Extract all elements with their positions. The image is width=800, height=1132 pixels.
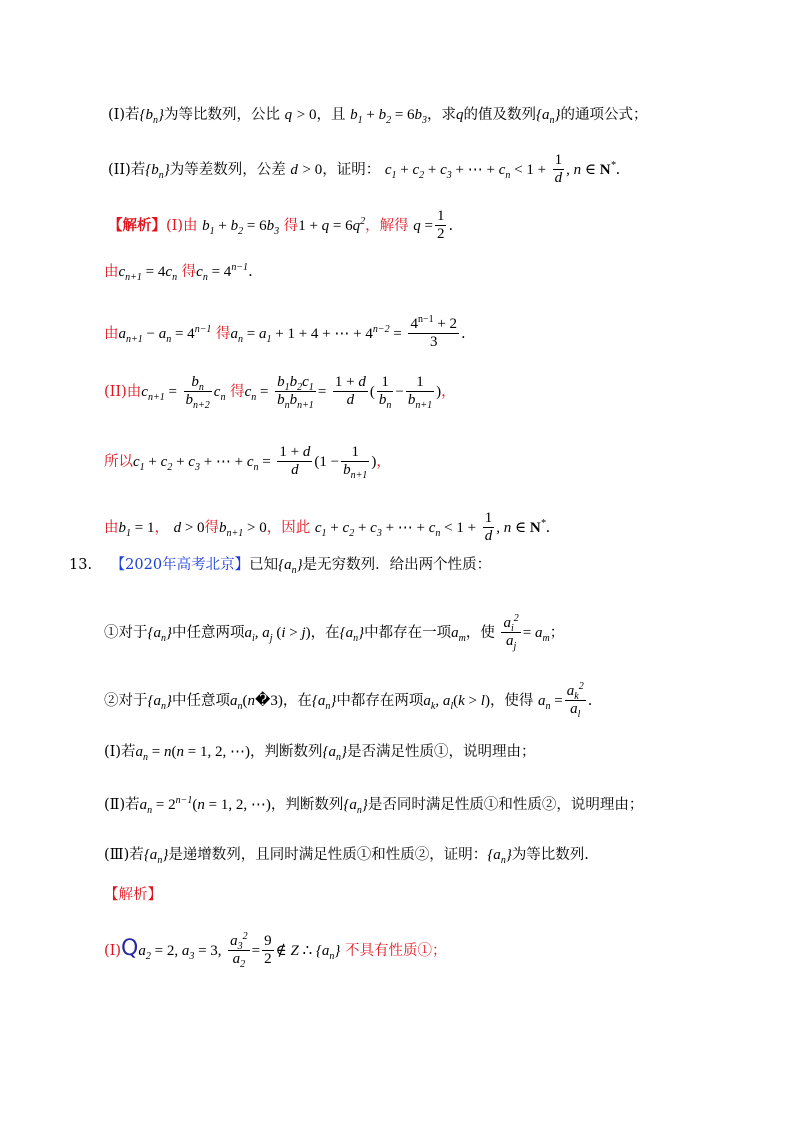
solution-tag: 【解析】 (108, 216, 166, 234)
problem-source: 【2020年高考北京】 (110, 557, 250, 573)
solution-line-3: 由$a_{n+1} - a_n = 4^{n-1}$ 得$a_n = a_1 + 1 + 4$ + ⋯ + $4^{n-2}$ = $\frac{4^{n-1} + 2}{3}$ . (104, 314, 466, 351)
problem-13-intro: 13. 【2020年高考北京】已知$\{a_n\}$是无穷数列．给出两个性质： (69, 557, 492, 576)
solution-line-4: (II)由$c_{n+1}$ = $\frac{b_n}{b_{n+2}}$ $c_n$ 得$c_n$ = $\frac{b_1b_2c_1}{b_nb_{n+1}}$ = $\frac{1 + d}{d}$ ( $\frac{1}{b_n}$ − $\frac{1}{b_{n+1}}$ )， (104, 374, 456, 412)
solution-line-2: 由$c_{n+1} = 4c_n$ 得$c_n = 4^{n-1}$. (104, 262, 253, 283)
solution-line-5: 所以$c_1 + c_2 + c_3$ + ⋯ + $c_n$ = $\frac{1 + d}{d}$ (1 − $\frac{1}{b_{n+1}}$ )， (104, 444, 391, 482)
solution-line-6: 由$b_1 = 1$， d > 0得$b_{n+1} > 0$，因此 $c_1 + c_2 + c_3$ + ⋯ + $c_n < 1$ + $\frac{1}{d}$ , n ∈ N*. (104, 510, 551, 545)
solution-line-1: 【解析】(I)由 $b_1 + b_2 = 6b_3$ 得$1 + q = 6q^2$，解得 q = $\frac{1}{2}$ . (108, 208, 454, 243)
property-1: ①对于$\{a_n\}$中任意两项$a_i$, $a_j$ (i > j)，在$\{a_n\}$中都存在一项$a_m$，使 $\frac{a_i^2}{a_j}$ = $a_m$； (104, 613, 565, 653)
problem-number: 13. (69, 557, 93, 573)
problem-13-part-1: (Ⅰ)若$a_n = n(n = 1$, 2, ⋯)，判断数列$\{a_n\}$是否满足性质①，说明理由； (104, 744, 536, 763)
problem-13-part-2: (Ⅱ)若$a_n = 2^{n-1}(n = 1$, 2, ⋯)，判断数列$\{a_n\}$是否同时满足性质①和性质②，说明理由； (104, 795, 644, 816)
problem-13-solution-1: $(Ⅰ)Qa_2 = 2$, $a_3 = 3$, $\frac{a_3^2}{a_2}$ = $\frac{9}{2}$ ∉ Z ∴ $\{a_n\}$ 不具有性质①； (104, 931, 447, 971)
question-part-1: (I)若$\{b_n\}$为等比数列，公比 q > 0，且 $b_1 + b_2 = 6b_3$，求q的值及数列$\{a_n\}$的通项公式； (108, 107, 648, 126)
problem-13-part-3: (Ⅲ)若$\{a_n\}$是递增数列，且同时满足性质①和性质②，证明：$\{a_n\}$为等比数列. (104, 847, 589, 866)
question-part-2: (II)若$\{b_n\}$为等差数列，公差 d > 0，证明： $c_1 + c_2 + c_3$ + ⋯ + $c_n < 1$ + $\frac{1}{d}$ , n ∈ N*. (108, 152, 621, 187)
solution-tag-13: 【解析】 (104, 887, 162, 903)
property-2: ②对于$\{a_n\}$中任意项$a_n(n�3)$，在$\{a_n\}$中都存在两项$a_k$, $a_l(k > l)$，使得 $a_n$ = $\frac{a_k^2}{a_l}$ . (104, 681, 593, 721)
because-symbol-icon: Q (121, 935, 139, 961)
